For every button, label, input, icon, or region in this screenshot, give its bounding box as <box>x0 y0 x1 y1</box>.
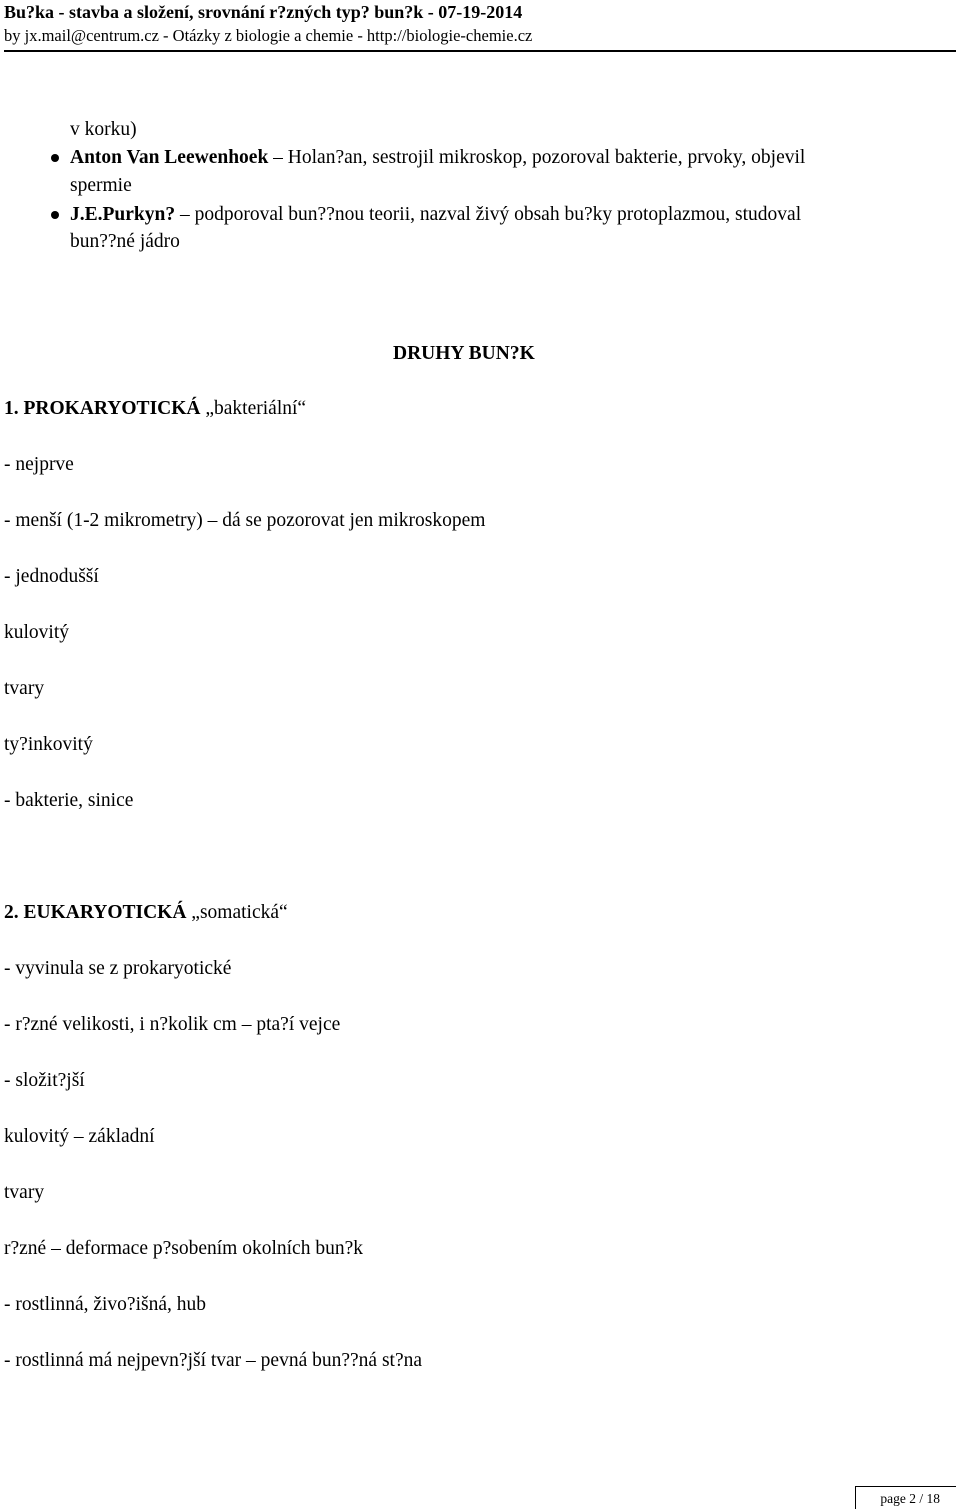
bullet-name: J.E.Purkyn? <box>70 204 176 225</box>
prokaryotic-line: tvary <box>4 678 45 699</box>
bullet-item-leeuwenhoek <box>70 146 805 170</box>
eukaryotic-line: - rostlinná, živo?išná, hub <box>4 1294 206 1315</box>
eukaryotic-heading: 2. EUKARYOTICKÁ „somatická“ <box>4 902 288 923</box>
bullet-icon <box>51 154 59 162</box>
eukaryotic-line: kulovitý – základní <box>4 1126 155 1147</box>
prokaryotic-line: - jednodušší <box>4 566 99 587</box>
eukaryotic-line: tvary <box>4 1182 45 1203</box>
eukaryotic-line: - složit?jší <box>4 1070 85 1091</box>
prokaryotic-line: ty?inkovitý <box>4 734 93 755</box>
prokaryotic-heading: 1. PROKARYOTICKÁ „bakteriální“ <box>4 398 307 419</box>
eukaryotic-line: - rostlinná má nejpevn?jší tvar – pevná bun??ná st?na <box>4 1350 423 1371</box>
prokaryotic-line: kulovitý <box>4 622 70 643</box>
bullet-name: Anton Van Leewenhoek <box>70 147 269 168</box>
header-divider <box>4 50 956 52</box>
prokaryotic-line: - bakterie, sinice <box>4 790 134 811</box>
document-title: Bu?ka - stavba a složení, srovnání r?zných typ? bun?k - 07-19-2014 <box>4 2 523 22</box>
eukaryotic-line: r?zné – deformace p?sobením okolních bun?k <box>4 1238 363 1259</box>
continuation-text: v korku) <box>70 119 137 140</box>
bullet-item-purkyne <box>70 203 801 227</box>
document-byline: by jx.mail@centrum.cz - Otázky z biologie a chemie - http://biologie-chemie.cz <box>4 26 533 45</box>
section-title: DRUHY BUN?K <box>393 343 535 364</box>
page-footer <box>855 1486 956 1509</box>
bullet-icon <box>51 211 59 219</box>
bullet-text: – podporoval bun??nou teorii, nazval živý obsah bu?ky protoplazmou, studoval <box>175 204 802 225</box>
bullet-text: – Holan?an, sestrojil mikroskop, pozoroval bakterie, prvoky, objevil <box>268 147 806 168</box>
prokaryotic-line: - menší (1-2 mikrometry) – dá se pozorovat jen mikroskopem <box>4 510 486 531</box>
page-number: page 2 / 18 <box>880 1491 940 1506</box>
bullet-text-continuation: bun??né jádro <box>70 231 180 252</box>
prokaryotic-line: - nejprve <box>4 454 74 475</box>
eukaryotic-line: - vyvinula se z prokaryotické <box>4 958 232 979</box>
eukaryotic-line: - r?zné velikosti, i n?kolik cm – pta?í vejce <box>4 1014 341 1035</box>
bullet-text-continuation: spermie <box>70 175 132 196</box>
